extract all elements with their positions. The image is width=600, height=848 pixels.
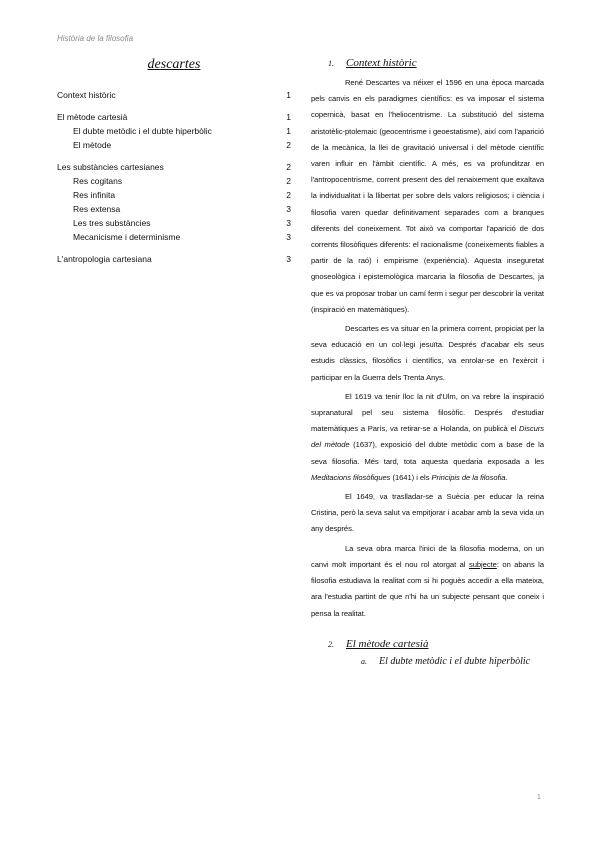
toc-title: descartes bbox=[147, 57, 201, 72]
toc-entry-page: 2 bbox=[286, 162, 291, 172]
toc-entry-page: 1 bbox=[286, 126, 291, 136]
book-title-discurs: Discurs del mètode bbox=[311, 424, 544, 450]
paragraph: Descartes es va situar en la primera corrent, propiciat per la seva educació en un col·legi jesuïta. Després d'acabar els seus estudis clàssics, filosòfics i científics, va enrolar-se en l'exèrcit i participar en la Guerra dels Trenta Anys. bbox=[311, 324, 544, 382]
subsection-title: El dubte metòdic i el dubte hiperbòlic bbox=[379, 655, 531, 667]
toc-entry-tres-substancies[interactable] bbox=[57, 216, 291, 230]
toc-entry-page: 2 bbox=[286, 190, 291, 200]
toc-entry-metode-cartesia[interactable] bbox=[57, 110, 291, 124]
toc-entry-page: 2 bbox=[286, 140, 291, 150]
toc-entry-page: 3 bbox=[286, 218, 291, 228]
toc-entry-label: Context històric bbox=[57, 90, 116, 100]
paragraph bbox=[311, 541, 544, 622]
toc-entry-label: Les tres substàncies bbox=[73, 218, 151, 228]
toc-entry-res-extensa[interactable] bbox=[57, 202, 291, 216]
page-number: 1 bbox=[537, 794, 541, 801]
toc-entry-page: 3 bbox=[286, 254, 291, 264]
text-run: El 1619 va tenir lloc la nit d'Ulm, on va rebre la inspiració supranatural pel seu sistema filosòfic. Després d'estudiar matemàtiques a París, va retirar-se a Holanda, on publicà el bbox=[311, 391, 544, 434]
section-heading-metode-cartesia bbox=[311, 638, 544, 650]
toc-entry-res-cogitans[interactable] bbox=[57, 174, 291, 188]
toc-entry-antropologia[interactable] bbox=[57, 252, 291, 266]
paragraph bbox=[311, 389, 544, 486]
toc-entry-res-infinita[interactable] bbox=[57, 188, 291, 202]
toc-entry-label: Res extensa bbox=[73, 204, 121, 214]
toc-entry-label: El mètode cartesià bbox=[57, 112, 128, 122]
book-title-principis: Principis de la filosofia bbox=[431, 472, 506, 482]
section-title: Context històric bbox=[346, 57, 417, 69]
toc-entry-page: 1 bbox=[286, 90, 291, 100]
toc-entry-label: Les substàncies cartesianes bbox=[57, 162, 164, 172]
section-heading-context-historic bbox=[311, 57, 544, 69]
paragraph: René Descartes va néixer el 1596 en una època marcada pels canvis en els paradigmes científics: es va imposar el sistema copernicà, basat en l'heliocentrisme. La substitució del sistema aristotèlic-ptolemaic (geocentrisme i geoestatisme), així com l'aparició de la mecànica, la llei de gravitació universal i del mètode científic varen influir en l'àmbit científic. A més, es va profunditzar en l'antropocentrisme, corrent present des del renaixement que exaltava la individualitat i la llibertat per sobre dels valors religiosos; i ciència i filosofia varen quedar definitivament separades com a branques diferents del coneixement. Tot això va comportar l'aparició de dos corrents filosòfiques diferents: el racionalisme (coneixements fiables a partir de la raó) i empirisme (experiència). Aquesta inseguretat gnoseològica i epistemològica marcaria la filosofia de Descartes, ja que es va proposar trobar un camí ferm i segur per descobrir la veritat (inspiració en matemàtiques). bbox=[311, 78, 544, 314]
toc-entry-substancies[interactable] bbox=[57, 160, 291, 174]
toc-entry-page: 3 bbox=[286, 232, 291, 242]
text-run: (1641) i els bbox=[390, 472, 432, 482]
paragraph: El 1649, va traslladar-se a Suècia per educar la reina Cristina, però la seva salut va empitjorar i acabar amb la seva vida un any després. bbox=[311, 492, 544, 534]
subsection-heading-dubte bbox=[361, 656, 544, 667]
running-header: Història de la filosofia bbox=[57, 34, 134, 43]
toc-entry-label: L'antropologia cartesiana bbox=[57, 254, 152, 264]
section-number: 2. bbox=[328, 639, 334, 649]
text-run: . bbox=[505, 472, 508, 482]
toc-entry-label: Res cogitans bbox=[73, 176, 123, 186]
text-run: : on abans la filosofia estudiava la realitat com si hi poguès accedir a ella mateixa, ara l'estudia partint de que n'hi ha un subjecte pensant que coneix i pensa la realitat. bbox=[311, 559, 544, 618]
toc-entry-context-historic[interactable] bbox=[57, 88, 291, 102]
toc-entry-label: Mecanicisme i determinisme bbox=[73, 232, 181, 242]
toc-entry-dubte-metodic[interactable] bbox=[57, 124, 291, 138]
toc-entry-label: El mètode bbox=[73, 140, 112, 150]
subsection-number: a. bbox=[361, 656, 367, 666]
toc-entry-page: 2 bbox=[286, 176, 291, 186]
toc-entry-page: 1 bbox=[286, 112, 291, 122]
book-title-meditacions: Meditacions filosòfiques bbox=[311, 472, 391, 482]
toc-entry-mecanicisme[interactable] bbox=[57, 230, 291, 244]
section-title: El mètode cartesià bbox=[346, 637, 429, 650]
text-run: La seva obra marca l'inici de la filosofia moderna, on un canvi molt important és el nou rol atorgat al bbox=[311, 543, 544, 569]
toc-entry-page: 3 bbox=[286, 204, 291, 214]
table-of-contents bbox=[57, 88, 291, 266]
toc-entry-label: Res infinita bbox=[73, 190, 116, 200]
term-subjecte: subjecte bbox=[468, 559, 497, 569]
toc-entry-metode[interactable] bbox=[57, 138, 291, 152]
section-number: 1. bbox=[328, 59, 334, 68]
main-content bbox=[311, 57, 544, 667]
text-run: (1637), exposició del dubte metòdic com a base de la seva filosofia. Més tard, tota aquesta quedaria exposada a les bbox=[311, 440, 544, 466]
toc-entry-label: El dubte metòdic i el dubte hiperbòlic bbox=[73, 126, 212, 136]
